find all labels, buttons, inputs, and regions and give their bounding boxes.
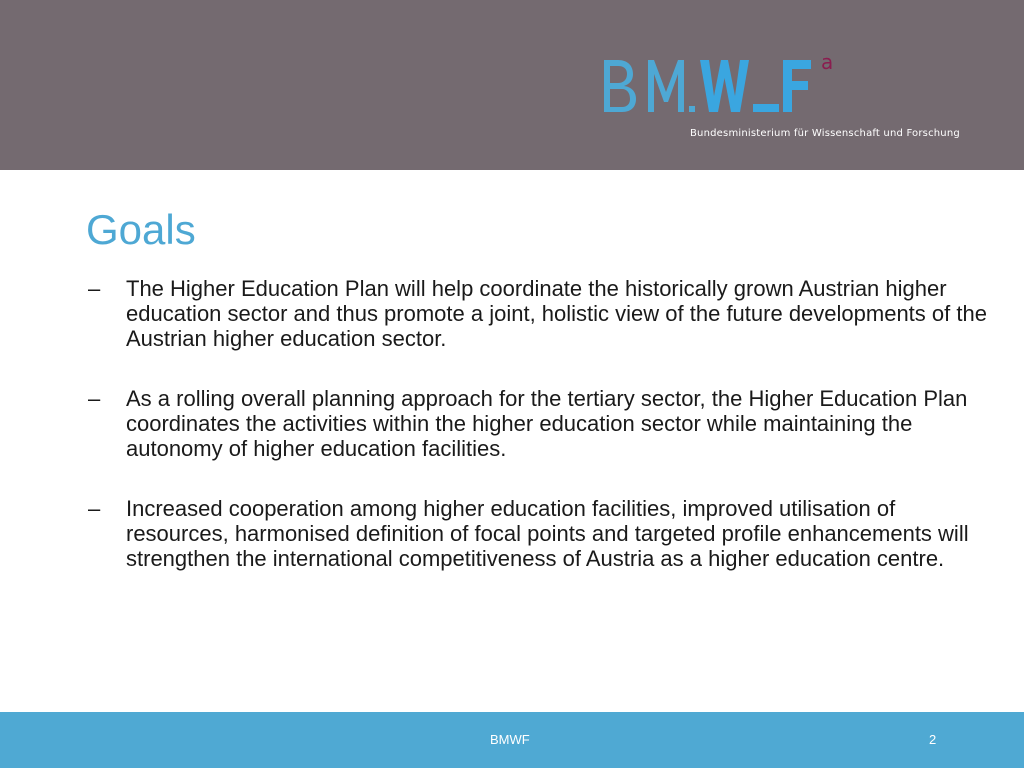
page-number: 2 (929, 732, 937, 747)
bullet-dash: – (88, 386, 101, 411)
bullet-list (86, 276, 996, 606)
footer-brand: BMWF (490, 732, 530, 747)
logo-subtitle: Bundesministerium für Wissenschaft und Forschung (690, 128, 960, 139)
bullet-dash: – (88, 496, 101, 521)
bmwf-logo (596, 52, 986, 152)
bullet-dash: – (88, 276, 101, 301)
footer-bar (0, 712, 1024, 768)
bullet-text: The Higher Education Plan will help coordinate the historically grown Austrian higher education sector and thus promote a joint, holistic view of the future developments of the Austrian higher education sector. (126, 276, 987, 351)
list-item (86, 386, 996, 461)
bmwf-logo-mark (596, 52, 846, 122)
list-item (86, 276, 996, 351)
bullet-text: As a rolling overall planning approach for the tertiary sector, the Higher Education Plan coordinates the activities within the higher education sector while maintaining the autonomy of higher education facilities. (126, 386, 968, 461)
header-banner (0, 0, 1024, 170)
list-item (86, 496, 996, 571)
slide-title: Goals (86, 206, 196, 253)
bullet-text: Increased cooperation among higher education facilities, improved utilisation of resources, harmonised definition of focal points and targeted profile enhancements will strengthen the international competitiveness of Austria as a higher education centre. (126, 496, 969, 571)
logo-superscript: a (821, 50, 834, 74)
